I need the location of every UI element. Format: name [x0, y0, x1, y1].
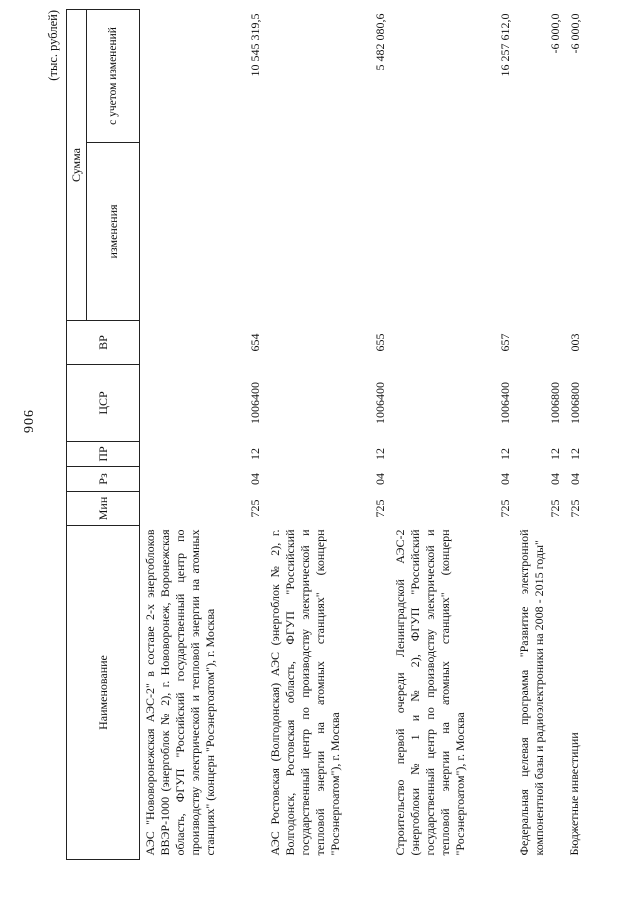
header-rz: Рз	[67, 467, 140, 492]
table-row	[390, 9, 515, 859]
row-changes	[140, 143, 266, 321]
header-name: Наименование	[67, 526, 140, 860]
row-changes	[515, 143, 565, 321]
row-changes	[265, 143, 390, 321]
row-with-changes: 16 257 612,0	[498, 13, 512, 77]
row-rz: 04	[568, 473, 582, 485]
row-pr: 12	[373, 448, 387, 460]
row-name: Бюджетные инвестиции	[567, 732, 581, 856]
header-with-changes: с учетом изменений	[87, 9, 140, 142]
header-sum: Сумма	[67, 9, 87, 320]
row-min: 725	[548, 499, 562, 518]
row-with-changes: -6 000,0	[548, 13, 562, 54]
header-min: Мин	[67, 492, 140, 526]
row-changes	[390, 143, 515, 321]
header-csr: ЦСР	[67, 365, 140, 442]
row-pr: 12	[248, 448, 262, 460]
row-with-changes: -6 000,0	[568, 13, 582, 54]
row-name: АЭС "Нововоронежская АЭС-2" в составе 2-х энергоблоков ВВЭР-1000 (энергоблок № 2), г. Нововоронеж, Воронежская область, ФГУП "Российский государственный центр по производству электрической и тепловой энергии на атомных станциях" (концерн "Росэнергоатом"), г. Москва	[143, 529, 217, 856]
row-csr: 1006400	[373, 382, 387, 424]
row-min: 725	[498, 499, 512, 518]
row-vr: 003	[568, 333, 582, 352]
row-pr: 12	[498, 448, 512, 460]
row-min: 725	[248, 499, 262, 518]
table-row	[515, 9, 565, 859]
row-changes	[565, 143, 585, 321]
row-name: АЭС Ростовская (Волгодонская) АЭС (энергоблок № 2), г. Волгодонск, Ростовская область, ФГУП "Российский государственный центр по производству электрической и тепловой энергии на атомных станциях" (концерн "Росэнергоатом"), г. Москва	[268, 529, 342, 856]
row-vr: 657	[498, 333, 512, 352]
row-csr: 1006800	[548, 382, 562, 424]
header-vr: ВР	[67, 321, 140, 365]
row-vr	[515, 321, 565, 365]
row-rz: 04	[373, 473, 387, 485]
row-with-changes: 10 545 319,5	[248, 13, 262, 77]
table-body	[140, 9, 586, 859]
table-row	[265, 9, 390, 859]
page-number: 906	[20, 410, 35, 434]
row-name: Строительство первой очереди Ленинградской АЭС-2 (энергоблоки № 1 и № 2), ФГУП "Российский государственный центр по производству электрической и тепловой энергии на атомных станциях" (концерн "Росэнергоатом"), г. Москва	[393, 529, 467, 856]
row-csr: 1006400	[498, 382, 512, 424]
row-rz: 04	[248, 473, 262, 485]
rotated-page-content	[40, 10, 600, 860]
row-rz: 04	[498, 473, 512, 485]
row-vr: 655	[373, 333, 387, 352]
row-min: 725	[373, 499, 387, 518]
row-with-changes: 5 482 080,6	[373, 13, 387, 71]
row-vr: 654	[248, 333, 262, 352]
table-row	[140, 9, 266, 859]
budget-table	[66, 9, 585, 860]
header-pr: ПР	[67, 442, 140, 467]
row-csr: 1006800	[568, 382, 582, 424]
row-pr: 12	[548, 448, 562, 460]
row-min: 725	[568, 499, 582, 518]
row-pr: 12	[568, 448, 582, 460]
row-rz: 04	[548, 473, 562, 485]
unit-note: (тыс. рублей)	[46, 10, 60, 81]
row-name: Федеральная целевая программа "Развитие электронной компонентной базы и радиоэлектроники на 2008 - 2015 годы"	[517, 529, 546, 856]
header-changes: изменения	[87, 143, 140, 321]
table-row	[565, 9, 585, 859]
row-csr: 1006400	[248, 382, 262, 424]
table-header	[67, 9, 140, 859]
